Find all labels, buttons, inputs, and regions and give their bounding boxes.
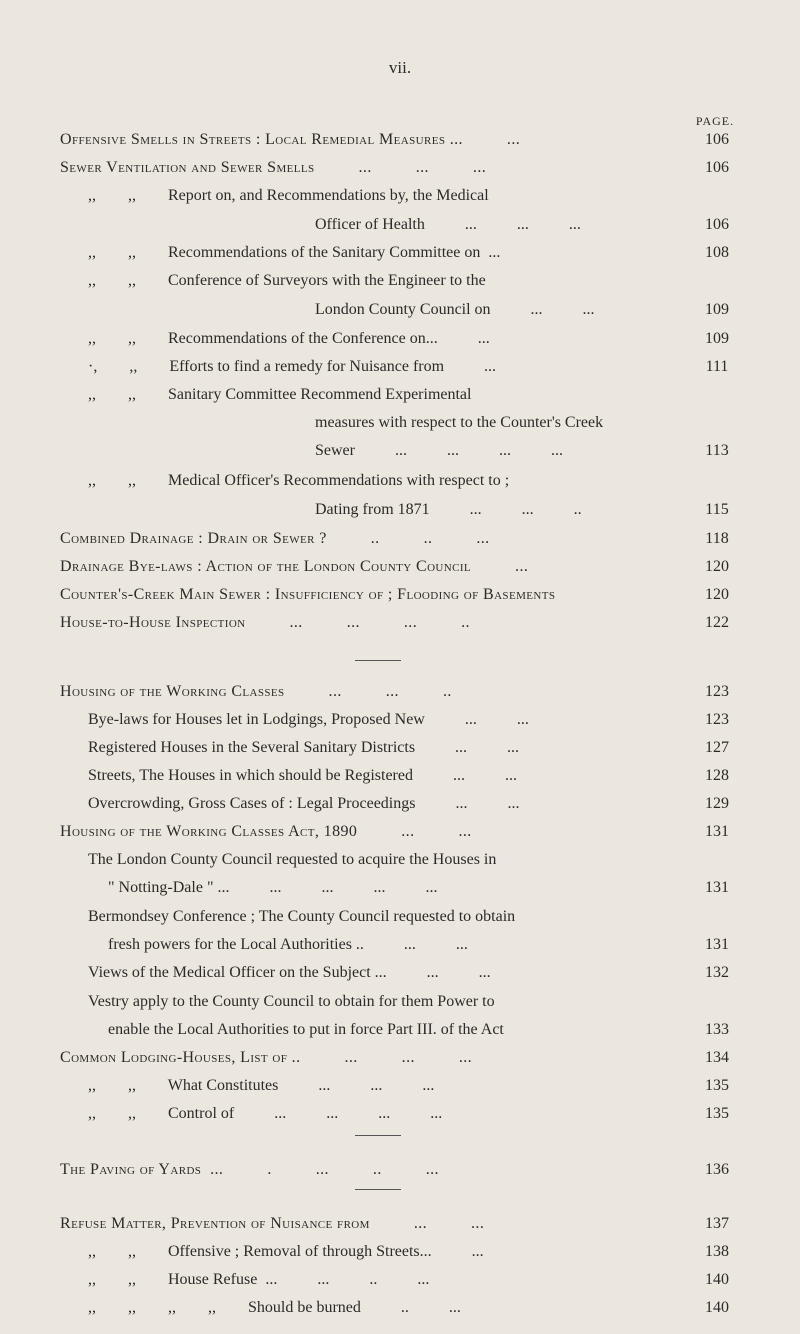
toc-page-number: 128 xyxy=(705,767,729,784)
toc-page-number: 120 xyxy=(705,558,729,575)
toc-page-number: 131 xyxy=(705,823,729,840)
toc-entry-text: Dating from 1871 ... ... .. xyxy=(315,501,582,518)
toc-page-number: 111 xyxy=(705,358,729,375)
toc-page-number: 106 xyxy=(705,216,729,233)
toc-page-number: 135 xyxy=(705,1077,729,1094)
toc-entry-text: ,, ,, Recommendations of the Sanitary Committee on ... xyxy=(88,244,501,261)
toc-entry-text: Sewer ... ... ... ... xyxy=(315,442,563,459)
toc-entry-text: Offensive Smells in Streets : Local Remedial Measures ... ... xyxy=(60,131,521,148)
toc-page-number: 120 xyxy=(705,586,729,603)
toc-page-number: 138 xyxy=(705,1243,729,1260)
toc-entry-text: ,, ,, Control of ... ... ... ... xyxy=(88,1105,443,1122)
toc-entry-text: ,, ,, Offensive ; Removal of through Streets... ... xyxy=(88,1243,484,1260)
toc-entry-text: ,, ,, House Refuse ... ... .. ... xyxy=(88,1271,430,1288)
toc-page-number: 134 xyxy=(705,1049,729,1066)
toc-entry-text: Registered Houses in the Several Sanitary Districts ... ... xyxy=(88,739,520,756)
toc-entry-text: " Notting-Dale " ... ... ... ... ... xyxy=(108,879,438,896)
toc-page-number: 129 xyxy=(705,795,729,812)
toc-page-number: 122 xyxy=(705,614,729,631)
toc-entry-text: Bermondsey Conference ; The County Council requested to obtain xyxy=(88,908,516,925)
toc-page-number: 123 xyxy=(705,683,729,700)
toc-entry-text: enable the Local Authorities to put in force Part III. of the Act xyxy=(108,1021,504,1038)
section-divider xyxy=(355,1135,401,1136)
toc-entry-text: Bye-laws for Houses let in Lodgings, Proposed New ... ... xyxy=(88,711,529,728)
toc-entry-text: ,, ,, Report on, and Recommendations by, the Medical xyxy=(88,187,489,204)
toc-page-number: 140 xyxy=(705,1271,729,1288)
toc-entry-text: The London County Council requested to acquire the Houses in xyxy=(88,851,497,868)
toc-entry-text: Counter's-Creek Main Sewer : Insufficiency of ; Flooding of Basements xyxy=(60,586,556,603)
toc-entry-text: Drainage Bye-laws : Action of the London County Council ... xyxy=(60,558,529,575)
toc-entry-text: Streets, The Houses in which should be Registered ... ... xyxy=(88,767,517,784)
toc-page-number: 123 xyxy=(705,711,729,728)
toc-entry-text: Views of the Medical Officer on the Subject ... ... ... xyxy=(88,964,491,981)
toc-entry-text: Housing of the Working Classes Act, 1890 ... ... xyxy=(60,823,472,840)
toc-entry-text: ,, ,, What Constitutes ... ... ... xyxy=(88,1077,435,1094)
toc-entry-text: fresh powers for the Local Authorities .. ... ... xyxy=(108,936,468,953)
toc-page-number: 118 xyxy=(705,530,729,547)
toc-entry-text: ,, ,, Conference of Surveyors with the Engineer to the xyxy=(88,272,486,289)
section-divider xyxy=(355,1189,401,1190)
toc-entry-text: London County Council on ... ... xyxy=(315,301,595,318)
toc-page-number: 106 xyxy=(705,131,729,148)
toc-entry-text: Overcrowding, Gross Cases of : Legal Proceedings ... ... xyxy=(88,795,520,812)
toc-entry-text: The Paving of Yards ... . ... .. ... xyxy=(60,1161,439,1178)
toc-entry-text: ,, ,, Medical Officer's Recommendations with respect to ; xyxy=(88,472,510,489)
toc-page-number: 136 xyxy=(705,1161,729,1178)
toc-entry-text: measures with respect to the Counter's Creek xyxy=(315,414,604,431)
toc-page-number: 137 xyxy=(705,1215,729,1232)
toc-page-number: 133 xyxy=(705,1021,729,1038)
toc-page-number: 132 xyxy=(705,964,729,981)
toc-entry-text: Combined Drainage : Drain or Sewer ? .. .. ... xyxy=(60,530,490,547)
toc-entry-text: Housing of the Working Classes ... ... .. xyxy=(60,683,452,700)
toc-page-number: 131 xyxy=(705,879,729,896)
toc-page-number: 109 xyxy=(705,330,729,347)
page-number: vii. xyxy=(388,58,412,77)
toc-page-number: 135 xyxy=(705,1105,729,1122)
toc-page-number: 115 xyxy=(705,501,729,518)
toc-entry-text: ·, ,, Efforts to find a remedy for Nuisance from ... xyxy=(88,358,497,375)
toc-page-number: 131 xyxy=(705,936,729,953)
toc-page-number: 140 xyxy=(705,1299,729,1316)
toc-page-number: 127 xyxy=(705,739,729,756)
toc-entry-text: ,, ,, ,, ,, Should be burned .. ... xyxy=(88,1299,461,1316)
toc-entry-text: ,, ,, Sanitary Committee Recommend Experimental xyxy=(88,386,472,403)
toc-entry-text: ,, ,, Recommendations of the Conference on... ... xyxy=(88,330,490,347)
toc-entry-text: House-to-House Inspection ... ... ... .. xyxy=(60,614,470,631)
section-divider xyxy=(355,660,401,661)
toc-page-number: 108 xyxy=(705,244,729,261)
toc-entry-text: Vestry apply to the County Council to obtain for them Power to xyxy=(88,993,495,1010)
toc-entry-text: Refuse Matter, Prevention of Nuisance from ... ... xyxy=(60,1215,485,1232)
toc-page-number: 109 xyxy=(705,301,729,318)
toc-entry-text: Officer of Health ... ... ... xyxy=(315,216,581,233)
toc-entry-text: Sewer Ventilation and Sewer Smells ... ... ... xyxy=(60,159,487,176)
toc-page-number: 113 xyxy=(705,442,729,459)
toc-entry-text: Common Lodging-Houses, List of .. ... ... ... xyxy=(60,1049,473,1066)
page-column-label: PAGE. xyxy=(695,114,735,128)
toc-page-number: 106 xyxy=(705,159,729,176)
